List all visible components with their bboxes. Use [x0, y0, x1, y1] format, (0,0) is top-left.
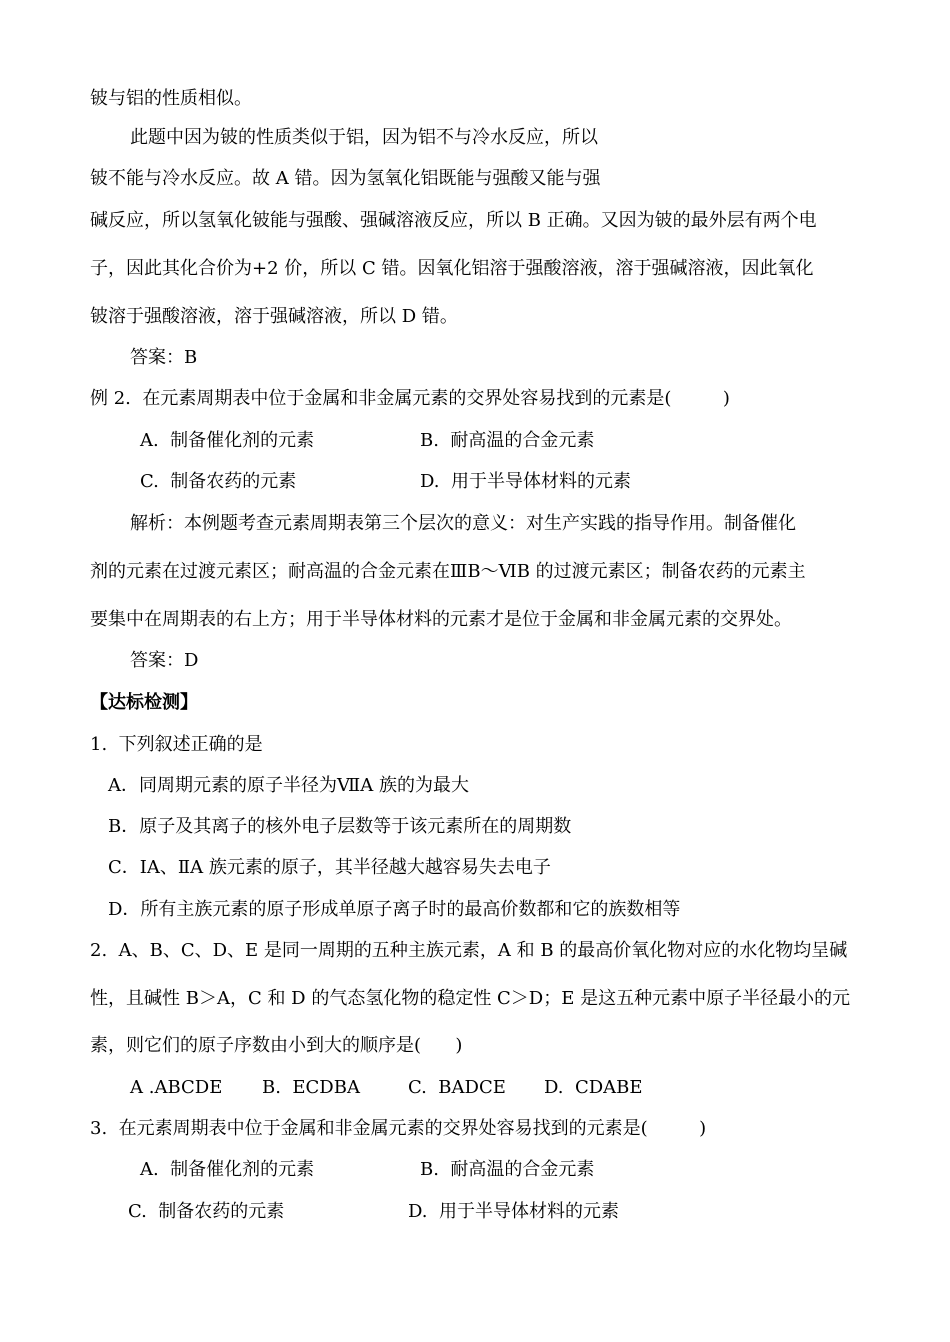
question-1-option: B．原子及其离子的核外电子层数等于该元素所在的周期数	[108, 816, 572, 837]
example-2-question: 例 2. 在元素周期表中位于金属和非金属元素的交界处容易找到的元素是( )	[90, 388, 730, 409]
example-2-option-d: D. 用于半导体材料的元素	[420, 471, 631, 492]
question-2-option-a: A .ABCDE	[130, 1077, 223, 1098]
text-line: 铍与铝的性质相似。	[90, 88, 252, 109]
section-title: 【达标检测】	[90, 692, 198, 713]
example-2-option-a: A. 制备催化剂的元素	[140, 430, 315, 451]
answer-1: 答案：B	[130, 347, 198, 368]
question-2-stem: 性，且碱性 B＞A，C 和 D 的气态氢化物的稳定性 C＞D；E 是这五种元素中原子半径最小的元	[90, 988, 851, 1009]
text-line: 碱反应，所以氢氧化铍能与强酸、强碱溶液反应，所以 B 正确。又因为铍的最外层有两个电	[90, 210, 817, 231]
example-2-analysis: 解析：本例题考查元素周期表第三个层次的意义：对生产实践的指导作用。制备催化	[130, 513, 796, 534]
example-2-analysis: 剂的元素在过渡元素区；耐高温的合金元素在ⅢB～ⅥB 的过渡元素区；制备农药的元素主	[90, 561, 806, 582]
question-2-option-d: D. CDABE	[544, 1077, 643, 1098]
question-1-option: D．所有主族元素的原子形成单原子离子时的最高价数都和它的族数相等	[108, 899, 681, 920]
question-2-stem: 素，则它们的原子序数由小到大的顺序是( )	[90, 1035, 463, 1056]
example-2-option-c: C. 制备农药的元素	[140, 471, 297, 492]
question-1-option: C．ⅠA、ⅡA 族元素的原子，其半径越大越容易失去电子	[108, 857, 551, 878]
example-2-answer: 答案：D	[130, 650, 199, 671]
question-3-option-a: A. 制备催化剂的元素	[140, 1159, 315, 1180]
text-line: 此题中因为铍的性质类似于铝，因为铝不与冷水反应，所以	[130, 127, 598, 148]
text-line: 铍溶于强酸溶液，溶于强碱溶液，所以 D 错。	[90, 306, 458, 327]
example-2-analysis: 要集中在周期表的右上方；用于半导体材料的元素才是位于金属和非金属元素的交界处。	[90, 609, 792, 630]
question-1-option: A．同周期元素的原子半径为ⅦA 族的为最大	[108, 775, 469, 796]
question-3-option-c: C. 制备农药的元素	[128, 1201, 285, 1222]
question-2-option-c: C. BADCE	[408, 1077, 506, 1098]
question-1-stem: 1. 下列叙述正确的是	[90, 734, 263, 755]
text-line: 子，因此其化合价为+2 价，所以 C 错。因氧化铝溶于强酸溶液，溶于强碱溶液，因此氧化	[90, 258, 814, 279]
example-2-option-b: B. 耐高温的合金元素	[420, 430, 595, 451]
question-3-option-d: D. 用于半导体材料的元素	[408, 1201, 619, 1222]
question-3-stem: 3. 在元素周期表中位于金属和非金属元素的交界处容易找到的元素是( )	[90, 1118, 707, 1139]
question-2-stem: 2. A、B、C、D、E 是同一周期的五种主族元素，A 和 B 的最高价氧化物对应的水化物均呈碱	[90, 940, 848, 961]
text-line: 铍不能与冷水反应。故 A 错。因为氢氧化铝既能与强酸又能与强	[90, 168, 601, 189]
question-2-option-b: B. ECDBA	[262, 1077, 360, 1098]
question-3-option-b: B. 耐高温的合金元素	[420, 1159, 595, 1180]
